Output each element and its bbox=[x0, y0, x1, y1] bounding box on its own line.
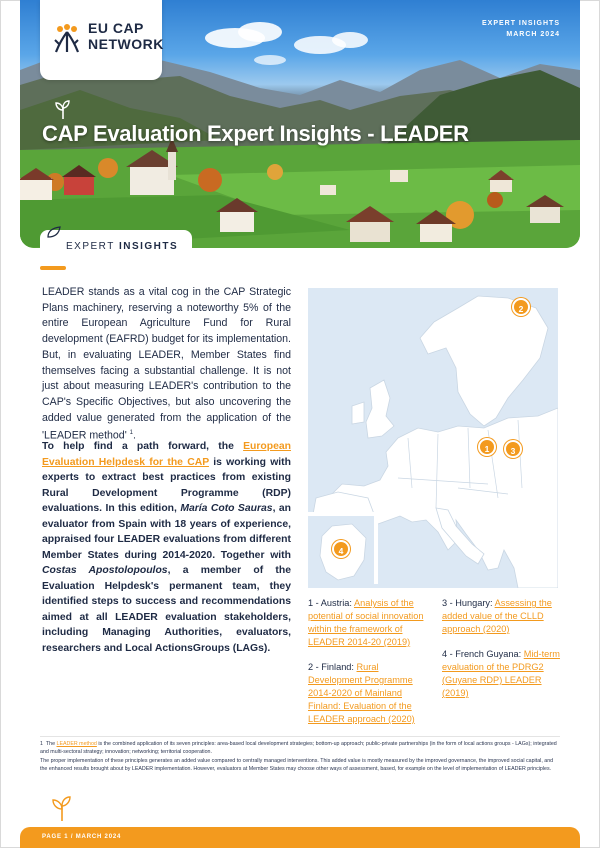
issue-date: MARCH 2024 bbox=[506, 31, 560, 38]
caption-finland bbox=[308, 661, 433, 726]
footnote-number: 1 bbox=[40, 741, 43, 747]
caption-2-label: 2 - Finland: bbox=[308, 662, 357, 672]
logo-text-line1: EU CAP bbox=[88, 20, 144, 36]
section-tab bbox=[40, 230, 192, 264]
eu-cap-network-logo-icon bbox=[50, 22, 84, 56]
caption-1-label: 1 - Austria: bbox=[308, 598, 354, 608]
summary-paragraph bbox=[42, 439, 291, 656]
map-marker-2[interactable]: 2 bbox=[512, 298, 530, 316]
sprout-icon-footer bbox=[50, 794, 74, 822]
page-number: PAGE 1 / MARCH 2024 bbox=[42, 834, 122, 840]
para2-t4: , a member of the Evaluation Helpdesk's permanent team, they identified steps to success and recommendations aimed at all LEADER evaluation stakeholders, including Managing Authorities, evaluators, researchers and Local ActionsGroups (LAGs). bbox=[42, 565, 291, 654]
leaf-icon bbox=[46, 226, 62, 238]
para2-t3: , an evaluator from Spain with 18 years of experience, appraised four LEADER evaluations from different Member States during 2014-2020. Together with bbox=[42, 503, 291, 561]
accent-bar bbox=[40, 266, 66, 270]
intro-paragraph bbox=[42, 285, 291, 445]
page-title: CAP Evaluation Expert Insights - LEADER bbox=[42, 121, 469, 146]
para2-t2: is working with experts to extract best practices from existing Rural Development Programme (RDP) evaluations. In this edition, bbox=[42, 456, 291, 514]
logo-text-line2: NETWORK bbox=[88, 36, 164, 52]
french-guiana-inset bbox=[308, 512, 378, 584]
caption-4-label: 4 - French Guyana: bbox=[442, 649, 524, 659]
sprout-icon bbox=[52, 98, 74, 120]
logo[interactable] bbox=[40, 0, 162, 80]
person-name-1: María Coto Sauras bbox=[180, 503, 273, 514]
map-marker-3[interactable]: 3 bbox=[504, 440, 522, 458]
caption-2-link[interactable]: Rural Development Programme 2014-2020 of Mainland Finland: Evaluation of the LEADER approach (2020) bbox=[308, 662, 415, 724]
caption-3-link[interactable]: Assessing the added value of the CLLD approach (2020) bbox=[442, 598, 552, 634]
page-footer bbox=[20, 827, 580, 848]
intro-text: LEADER stands as a vital cog in the CAP Strategic Plans machinery, reserving a noteworthy 5% of the entire European Agriculture Fund for Rural development (EAFRD) budget for its implementation. But, in evaluating LEADER, Member States find themselves facing a substantial challenge. It is not just about measuring LEADER's contribution to the CAP's Specific Objectives, but also uncovering the added value generated from the application of the 'LEADER method' bbox=[42, 286, 291, 442]
caption-french-guyana bbox=[442, 648, 560, 700]
footnote-text-1: is the combined application of its seven principles: area-based local development strategies; bottom-up approach; public-private partnerships (in the form of local actions groups - LAGs); integrated and multi-sectoral strategy; innovation; networking; territorial cooperation. bbox=[40, 741, 557, 755]
footnote-lead: The bbox=[45, 741, 57, 747]
caption-hungary bbox=[442, 597, 560, 636]
caption-3-label: 3 - Hungary: bbox=[442, 598, 495, 608]
footnote bbox=[40, 741, 560, 775]
footnote-divider bbox=[40, 736, 560, 737]
map-marker-1[interactable]: 1 bbox=[478, 438, 496, 456]
leader-method-link[interactable]: LEADER method bbox=[56, 741, 97, 747]
publication-meta bbox=[482, 18, 560, 40]
section-tab-bold: INSIGHTS bbox=[118, 241, 179, 252]
map-marker-4[interactable]: 4 bbox=[332, 540, 350, 558]
footnote-para-1 bbox=[40, 741, 560, 756]
footnote-ref[interactable]: 1 bbox=[129, 430, 134, 437]
caption-1-link[interactable]: Analysis of the potential of social innovation within the framework of LEADER 2014-20 (2019) bbox=[308, 598, 424, 647]
footnote-para-2: The proper implementation of these principles generates an added value compared to centrally managed interventions. This added value is mostly measured by the improved governance, the improved social capital, and the enhanced results brought about by LEADER implementation. However, evaluators at Member States may choose other ways of assessment, based, for example on the level of implementation of LEADER principles. bbox=[40, 758, 554, 772]
series-label: EXPERT INSIGHTS bbox=[481, 20, 560, 27]
caption-4-link[interactable]: Mid-term evaluation of the PDRG2 (Guyane RDP) LEADER (2019) bbox=[442, 649, 560, 698]
para2-t1: To help find a path forward, the bbox=[42, 441, 244, 452]
evaluation-helpdesk-link[interactable]: European Evaluation Helpdesk for the CAP bbox=[42, 441, 291, 468]
section-tab-light: EXPERT bbox=[66, 241, 119, 252]
person-name-2: Costas Apostolopoulos bbox=[42, 565, 168, 576]
intro-end: . bbox=[133, 429, 136, 442]
caption-austria bbox=[308, 597, 433, 649]
